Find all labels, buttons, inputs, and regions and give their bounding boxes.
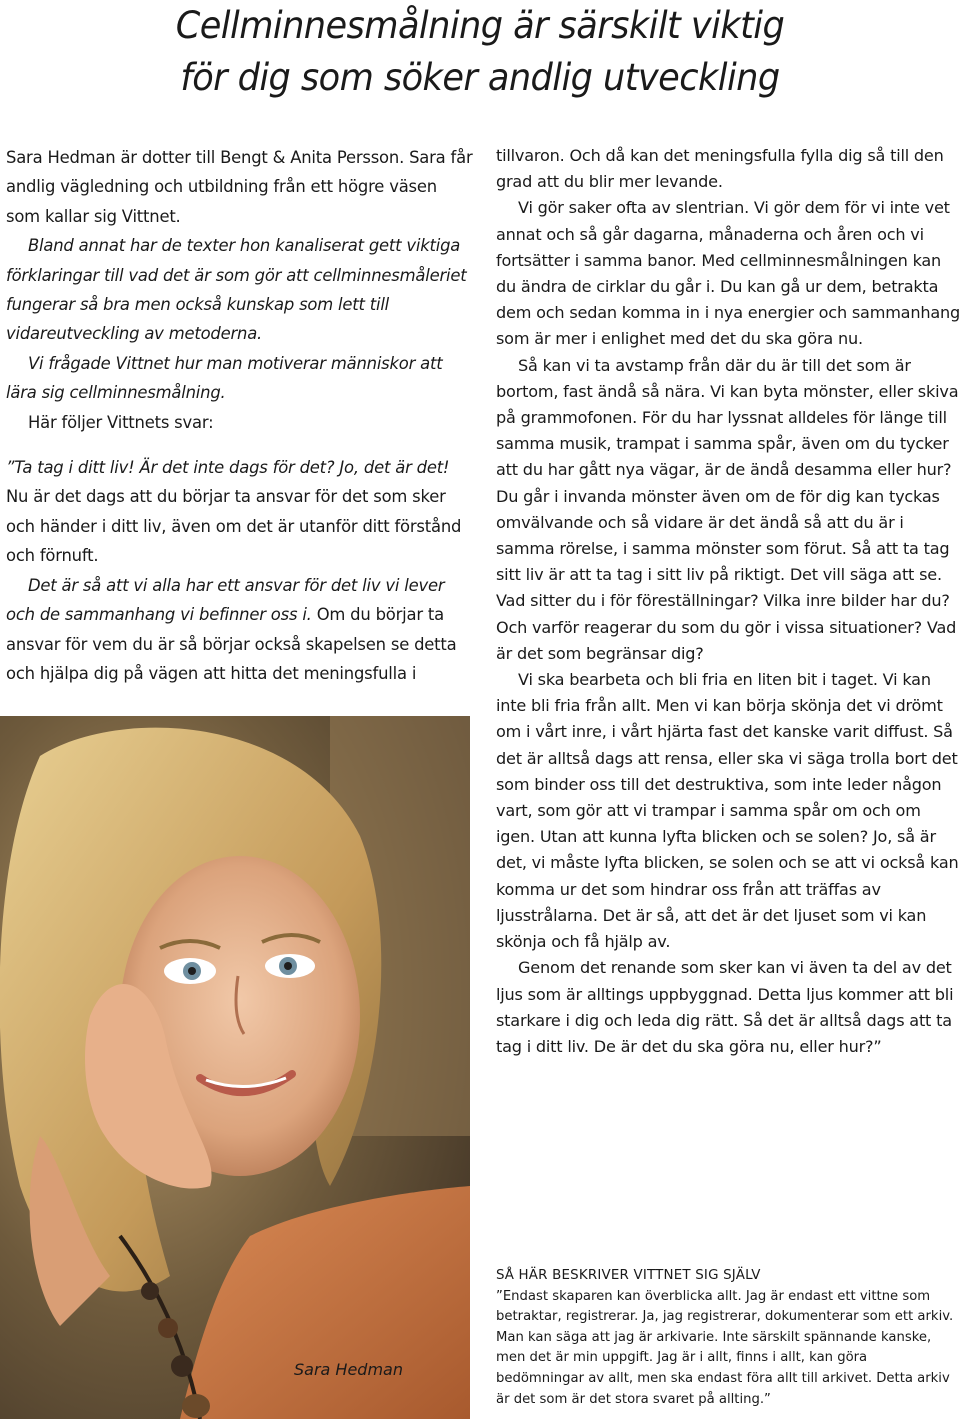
quote-paragraph-2 bbox=[6, 571, 474, 689]
quote-rest-1: Nu är det dags att du börjar ta ansvar för det som sker och händer i ditt liv, även om det är utanför ditt förstånd och förnuft. bbox=[6, 487, 462, 566]
right-paragraph-3: Så kan vi ta avstamp från där du är till det som är bortom, fast ändå så nära. Vi kan byta mönster, eller skiva på grammofonen. För du har lyssnat alldeles för länge till samma musik, trampat i samma spår, även om du tycker att du har gått nya vägar, är de ändå desamma eller hur? Du går i invanda mönster även om de för dig kan tyckas omvälvande och så vidare är det ändå så att du är i samma rörelse, i samma mönster som förut. Så att ta tag sitt liv är att ta tag i sitt liv på riktigt. Det vill säga att se. Vad sitter du i för föreställningar? Vilka inre bilder har du? Och varför reagerar du som du gör i vissa situationer? Vad är det som begränsar dig? bbox=[496, 355, 959, 663]
right-paragraph-1: tillvaron. Och då kan det meningsfulla fylla dig så till den grad att du blir mer levande. bbox=[496, 146, 944, 192]
quote-rest-2: Om du börjar ta ansvar för vem du är så börjar också skapelsen se detta och hjälpa dig på vägen att hitta det meningsfulla i bbox=[6, 605, 457, 683]
right-paragraph-2: Vi gör saker ofta av slentrian. Vi gör dem för vi inte vet annat och så går dagarna, månaderna och åren och vi fortsätter i samma banor. Med cellminnesmålningen kan du ändra de cirklar du går i. Du kan gå ur dem, betrakta dem och sedan komma in i nya energier och sammanhang som är mer i enlighet med det du ska göra nu. bbox=[496, 198, 960, 349]
question-paragraph: Vi frågade Vittnet hur man motiverar människor att lära sig cellminnesmålning. bbox=[6, 353, 443, 403]
sidebar-box bbox=[496, 1266, 958, 1410]
channeled-texts-paragraph: Bland annat har de texter hon kanaliserat gett viktiga förklaringar till vad det är som gör att cellminnesmåleriet fungerar så bra men också kunskap som lett till vidareutveckling av metoderna. bbox=[6, 236, 467, 344]
quote-paragraph-1 bbox=[6, 453, 474, 571]
right-paragraph-4: Vi ska bearbeta och bli fria en liten bit i taget. Vi kan inte bli fria från allt. Men vi kan börja skönja det vi drömt om i vårt inre, i vårt hjärta fast det kanske varit diffust. Så det är alltså dags att rensa, eller ska vi säga trolla bort det som binder oss till det destruktiva, som inte leder någon vart, som gör att vi trampar i samma spår om och om igen. Utan att kunna lyfta blicken och se solen? Jo, så är det, vi måste lyfta blicken, se solen och se att vi också kan komma ur det som hindrar oss från att träffas av ljusstrålarna. Det är så, att det är det ljuset som vi kan skönja och få hjälp av. bbox=[496, 670, 959, 952]
portrait-photo bbox=[0, 716, 470, 1419]
title-line-2: för dig som söker andlig utveckling bbox=[180, 56, 780, 99]
page-title bbox=[24, 0, 936, 104]
quote-italic-2: Det är så att vi alla har ett ansvar för det liv vi lever och de sammanhang vi befinner oss i. bbox=[6, 575, 445, 625]
answer-intro-paragraph: Här följer Vittnets svar: bbox=[28, 412, 214, 432]
right-paragraph-5: Genom det renande som sker kan vi även ta del av det ljus som är alltings uppbyggnad. Detta ljus kommer att bli starkare i dig och leda dig rätt. Så det är alltså dags att ta tag i ditt liv. De är det du ska göra nu, eller hur?” bbox=[496, 958, 954, 1056]
portrait-illustration bbox=[0, 716, 470, 1419]
right-column bbox=[496, 143, 960, 1060]
photo-caption: Sara Hedman bbox=[294, 1360, 403, 1379]
sidebar-heading: SÅ HÄR BESKRIVER VITTNET SIG SJÄLV bbox=[496, 1268, 761, 1283]
paragraph-gap bbox=[6, 437, 474, 453]
left-column bbox=[6, 143, 474, 688]
quote-italic-1: ”Ta tag i ditt liv! Är det inte dags för det? Jo, det är det! bbox=[6, 458, 450, 478]
title-line-1: Cellminnesmålning är särskilt viktig bbox=[175, 4, 785, 47]
intro-paragraph: Sara Hedman är dotter till Bengt & Anita Persson. Sara får andlig vägledning och utbildning från ett högre väsen som kallar sig Vittnet. bbox=[6, 148, 473, 226]
sidebar-text: ”Endast skaparen kan överblicka allt. Jag är endast ett vittne som betraktar, registrerar. Ja, jag registrerar, dokumenterar som ett arkiv. Man kan säga att jag är arkivarie. Inte särskilt spännande kanske, men det är min uppgift. Jag är i allt, finns i allt, kan göra bedömningar av allt, men ska endast föra allt till arkivet. Detta arkiv är det som är det stora svaret på allting.” bbox=[496, 1288, 954, 1407]
